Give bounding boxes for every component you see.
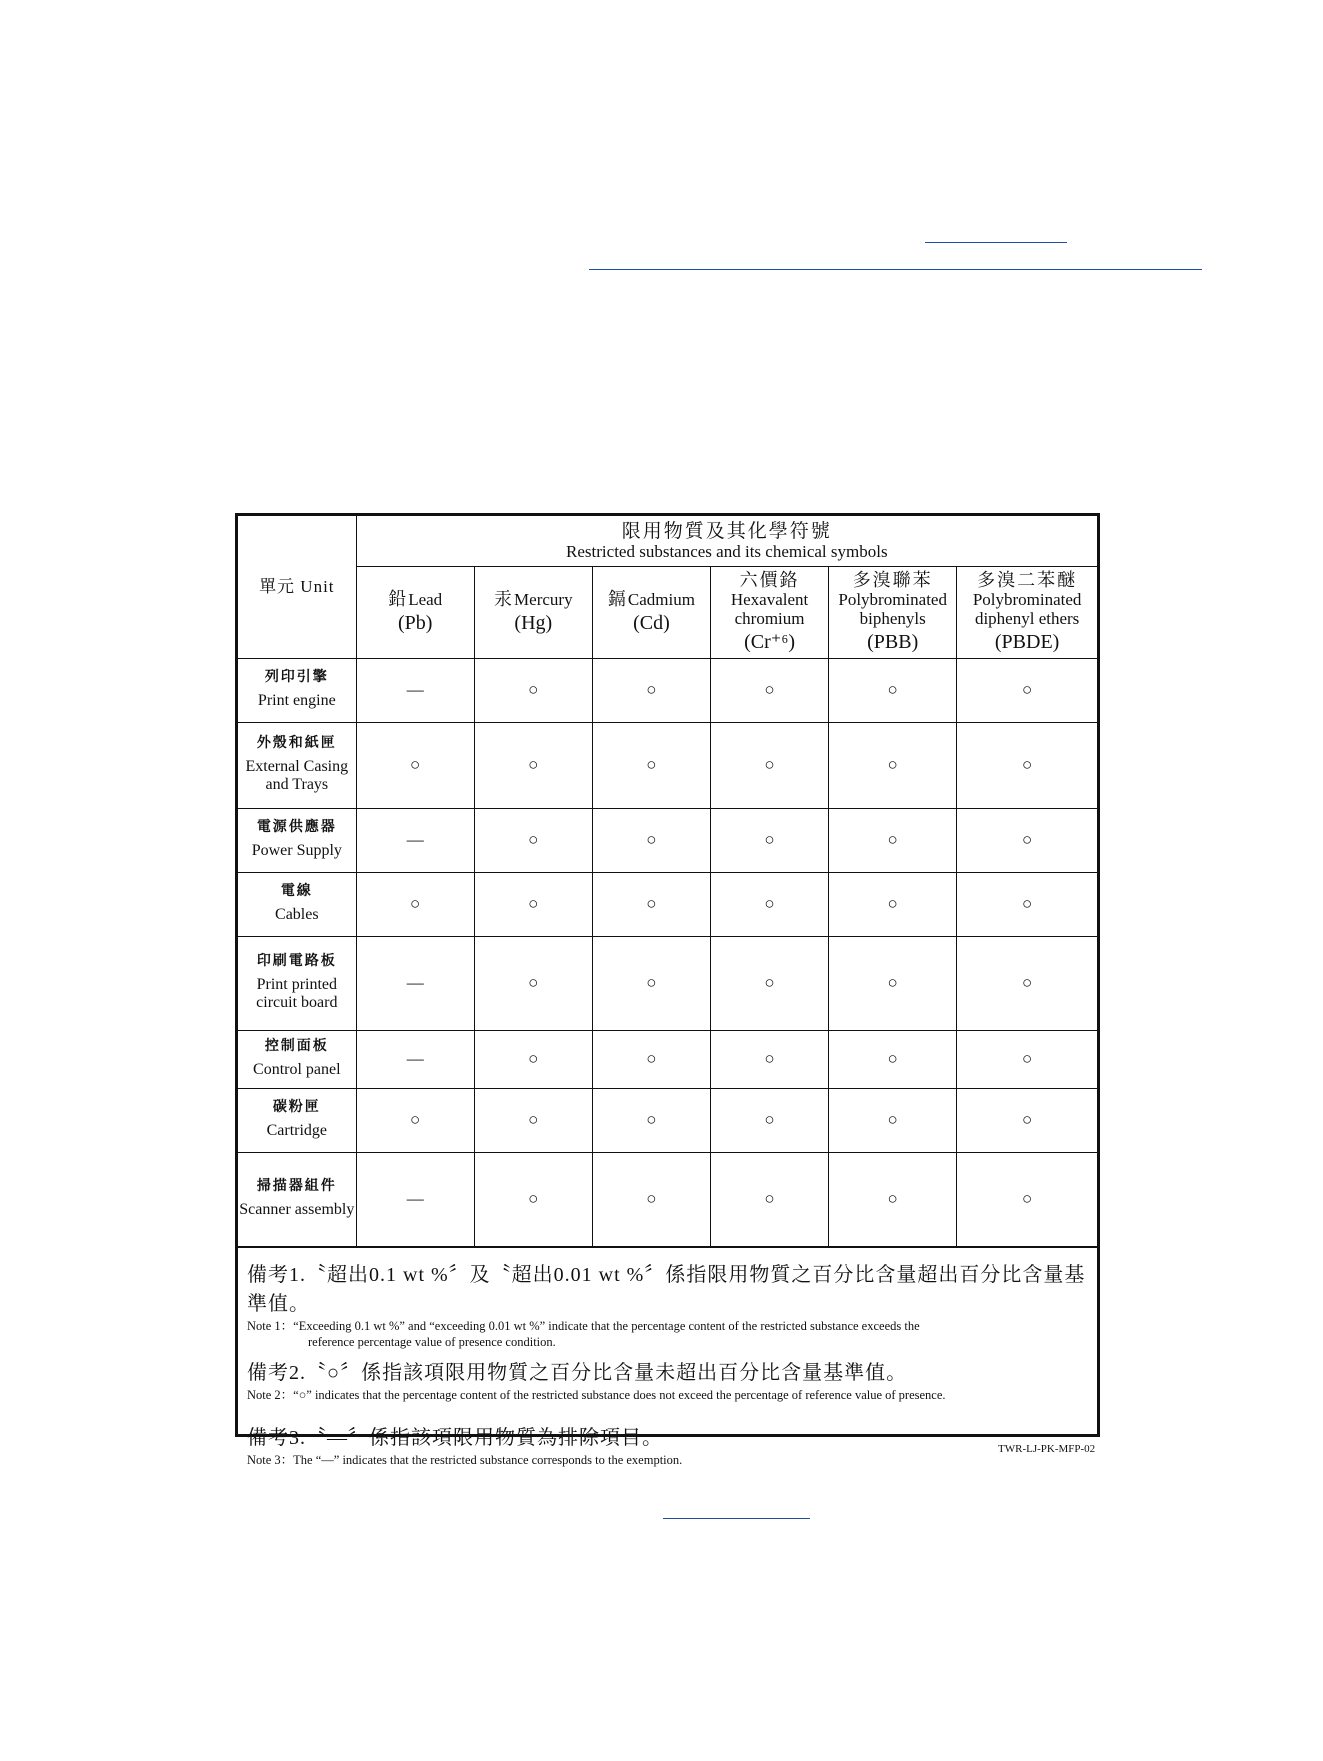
substance-name-zh: 鉛: [388, 589, 409, 610]
unit-cell: [238, 1088, 356, 1152]
substance-header: [957, 566, 1097, 658]
unit-name-en: Power Supply: [251, 841, 342, 859]
substances-group-header: [356, 516, 1097, 566]
substance-header: [356, 566, 474, 658]
unit-name-zh: 列印引擎: [264, 670, 329, 686]
unit-name-zh: 外殼和紙匣: [256, 736, 337, 752]
compliant-mark: ○: [592, 872, 710, 936]
compliant-mark: ○: [829, 1030, 957, 1088]
table-row: [238, 872, 1097, 936]
note2-en: Note 2：“○” indicates that the percentage content of the restricted substance does not exceed the percentage of reference value of presence.: [247, 1388, 946, 1402]
compliant-mark: ○: [829, 808, 957, 872]
unit-cell: [238, 936, 356, 1030]
compliant-mark: ○: [829, 872, 957, 936]
table-row: [238, 936, 1097, 1030]
substance-symbol: (Pb): [397, 612, 433, 635]
substance-symbol: (PBB): [867, 631, 919, 654]
hyperlink-underline[interactable]: [663, 1518, 810, 1519]
compliant-mark: ○: [829, 722, 957, 808]
compliant-mark: ○: [711, 1088, 829, 1152]
compliant-mark: ○: [711, 808, 829, 872]
unit-name-zh: 控制面板: [264, 1039, 329, 1055]
compliant-mark: ○: [957, 1152, 1097, 1246]
unit-cell: [238, 658, 356, 722]
compliant-mark: ○: [474, 808, 592, 872]
compliant-mark: ○: [592, 1030, 710, 1088]
substance-symbol: (Cd): [633, 612, 670, 635]
substance-symbol: (PBDE): [994, 631, 1060, 654]
group-header-zh: 限用物質及其化學符號: [621, 520, 832, 542]
table-row: [238, 1152, 1097, 1246]
compliant-mark: ○: [957, 1030, 1097, 1088]
compliant-mark: ○: [957, 808, 1097, 872]
compliant-mark: ○: [356, 722, 474, 808]
note3-en: Note 3：The “—” indicates that the restricted substance corresponds to the exemption.: [247, 1453, 683, 1468]
unit-cell: [238, 872, 356, 936]
group-header-en: Restricted substances and its chemical symbols: [566, 541, 888, 561]
unit-name-en: Cartridge: [266, 1121, 328, 1139]
substance-name-en: Hexavalent chromium: [730, 590, 809, 629]
note3-zh: 備考3.〝—〞係指該項限用物質為排除項目。: [247, 1427, 663, 1450]
unit-name-en: Cables: [275, 905, 319, 923]
compliant-mark: ○: [592, 936, 710, 1030]
substance-header: [592, 566, 710, 658]
compliant-mark: ○: [829, 658, 957, 722]
compliant-mark: ○: [957, 872, 1097, 936]
substance-name-zh: 多溴聯苯: [852, 570, 933, 591]
compliant-mark: ○: [829, 1088, 957, 1152]
notes-section: [238, 1247, 1097, 1469]
substance-name-zh: 六價鉻: [739, 570, 800, 591]
substance-symbol: (Hg): [514, 612, 553, 635]
substance-name-en: Cadmium: [627, 590, 695, 610]
unit-name-en: Print printed circuit board: [256, 975, 338, 1011]
unit-cell: [238, 1030, 356, 1088]
table-row: [238, 1030, 1097, 1088]
substance-name-zh: 鎘: [607, 589, 628, 610]
exemption-mark: —: [356, 1152, 474, 1246]
substance-header: [474, 566, 592, 658]
substance-name-en: Polybrominated diphenyl ethers: [972, 590, 1082, 629]
exemption-mark: —: [356, 936, 474, 1030]
substance-name-en: Lead: [408, 590, 443, 610]
table-row: [238, 808, 1097, 872]
compliant-mark: ○: [474, 1030, 592, 1088]
compliant-mark: ○: [474, 872, 592, 936]
compliant-mark: ○: [711, 658, 829, 722]
exemption-mark: —: [356, 1030, 474, 1088]
compliant-mark: ○: [957, 1088, 1097, 1152]
substance-name-en: Polybrominated biphenyls: [838, 590, 947, 629]
unit-name-zh: 電線: [280, 884, 313, 900]
note1-en-line1: Note 1：“Exceeding 0.1 wt %” and “exceeding 0.01 wt %” indicate that the percentage content of the restricted substance exceeds the: [247, 1318, 920, 1333]
note1-zh: 備考1.〝超出0.1 wt %〞及〝超出0.01 wt %〞係指限用物質之百分比含量超出百分比含量基準值。: [247, 1263, 1086, 1315]
hyperlink-underline[interactable]: [589, 269, 1202, 270]
compliant-mark: ○: [356, 1088, 474, 1152]
compliant-mark: ○: [474, 1088, 592, 1152]
substance-symbol: (Cr⁺⁶): [744, 631, 795, 654]
exemption-mark: —: [356, 658, 474, 722]
note1-en-line2: reference percentage value of presence condition.: [308, 1334, 556, 1349]
unit-name-zh: 掃描器組件: [256, 1179, 337, 1195]
unit-name-zh: 印刷電路板: [256, 954, 337, 970]
substance-name-en: Mercury: [514, 590, 573, 610]
substance-name-zh: 汞: [494, 589, 515, 610]
compliant-mark: ○: [592, 1152, 710, 1246]
compliant-mark: ○: [592, 808, 710, 872]
table-row: [238, 658, 1097, 722]
unit-name-zh: 碳粉匣: [272, 1100, 321, 1116]
unit-cell: [238, 1152, 356, 1246]
compliant-mark: ○: [474, 1152, 592, 1246]
unit-name-en: Print engine: [257, 691, 336, 709]
table-row: [238, 1088, 1097, 1152]
substance-header-row: [238, 566, 1097, 658]
substances-grid: [238, 516, 1097, 1247]
compliant-mark: ○: [356, 872, 474, 936]
compliant-mark: ○: [474, 936, 592, 1030]
unit-name-en: External Casing and Trays: [245, 757, 349, 793]
substance-name-zh: 多溴二苯醚: [977, 570, 1078, 591]
exemption-mark: —: [356, 808, 474, 872]
unit-name-zh: 電源供應器: [256, 820, 337, 836]
compliant-mark: ○: [829, 1152, 957, 1246]
hyperlink-underline[interactable]: [925, 242, 1067, 243]
compliant-mark: ○: [957, 658, 1097, 722]
unit-name-en: Scanner assembly: [239, 1200, 355, 1218]
compliant-mark: ○: [474, 722, 592, 808]
substance-header: [829, 566, 957, 658]
compliant-mark: ○: [592, 1088, 710, 1152]
compliant-mark: ○: [711, 1030, 829, 1088]
note2-zh: 備考2.〝○〞係指該項限用物質之百分比含量未超出百分比含量基準值。: [247, 1362, 908, 1384]
compliant-mark: ○: [957, 936, 1097, 1030]
compliant-mark: ○: [829, 936, 957, 1030]
compliant-mark: ○: [592, 658, 710, 722]
unit-cell: [238, 808, 356, 872]
substance-header: [711, 566, 829, 658]
note1-en: [247, 1318, 1089, 1351]
compliant-mark: ○: [957, 722, 1097, 808]
compliant-mark: ○: [711, 722, 829, 808]
table-row: [238, 722, 1097, 808]
compliant-mark: ○: [711, 872, 829, 936]
compliant-mark: ○: [711, 936, 829, 1030]
unit-header: 單元 Unit: [238, 516, 356, 658]
unit-name-en: Control panel: [253, 1060, 341, 1078]
document-code: TWR-LJ-PK-MFP-02: [998, 1443, 1096, 1455]
compliant-mark: ○: [711, 1152, 829, 1246]
compliant-mark: ○: [592, 722, 710, 808]
unit-cell: [238, 722, 356, 808]
compliant-mark: ○: [474, 658, 592, 722]
